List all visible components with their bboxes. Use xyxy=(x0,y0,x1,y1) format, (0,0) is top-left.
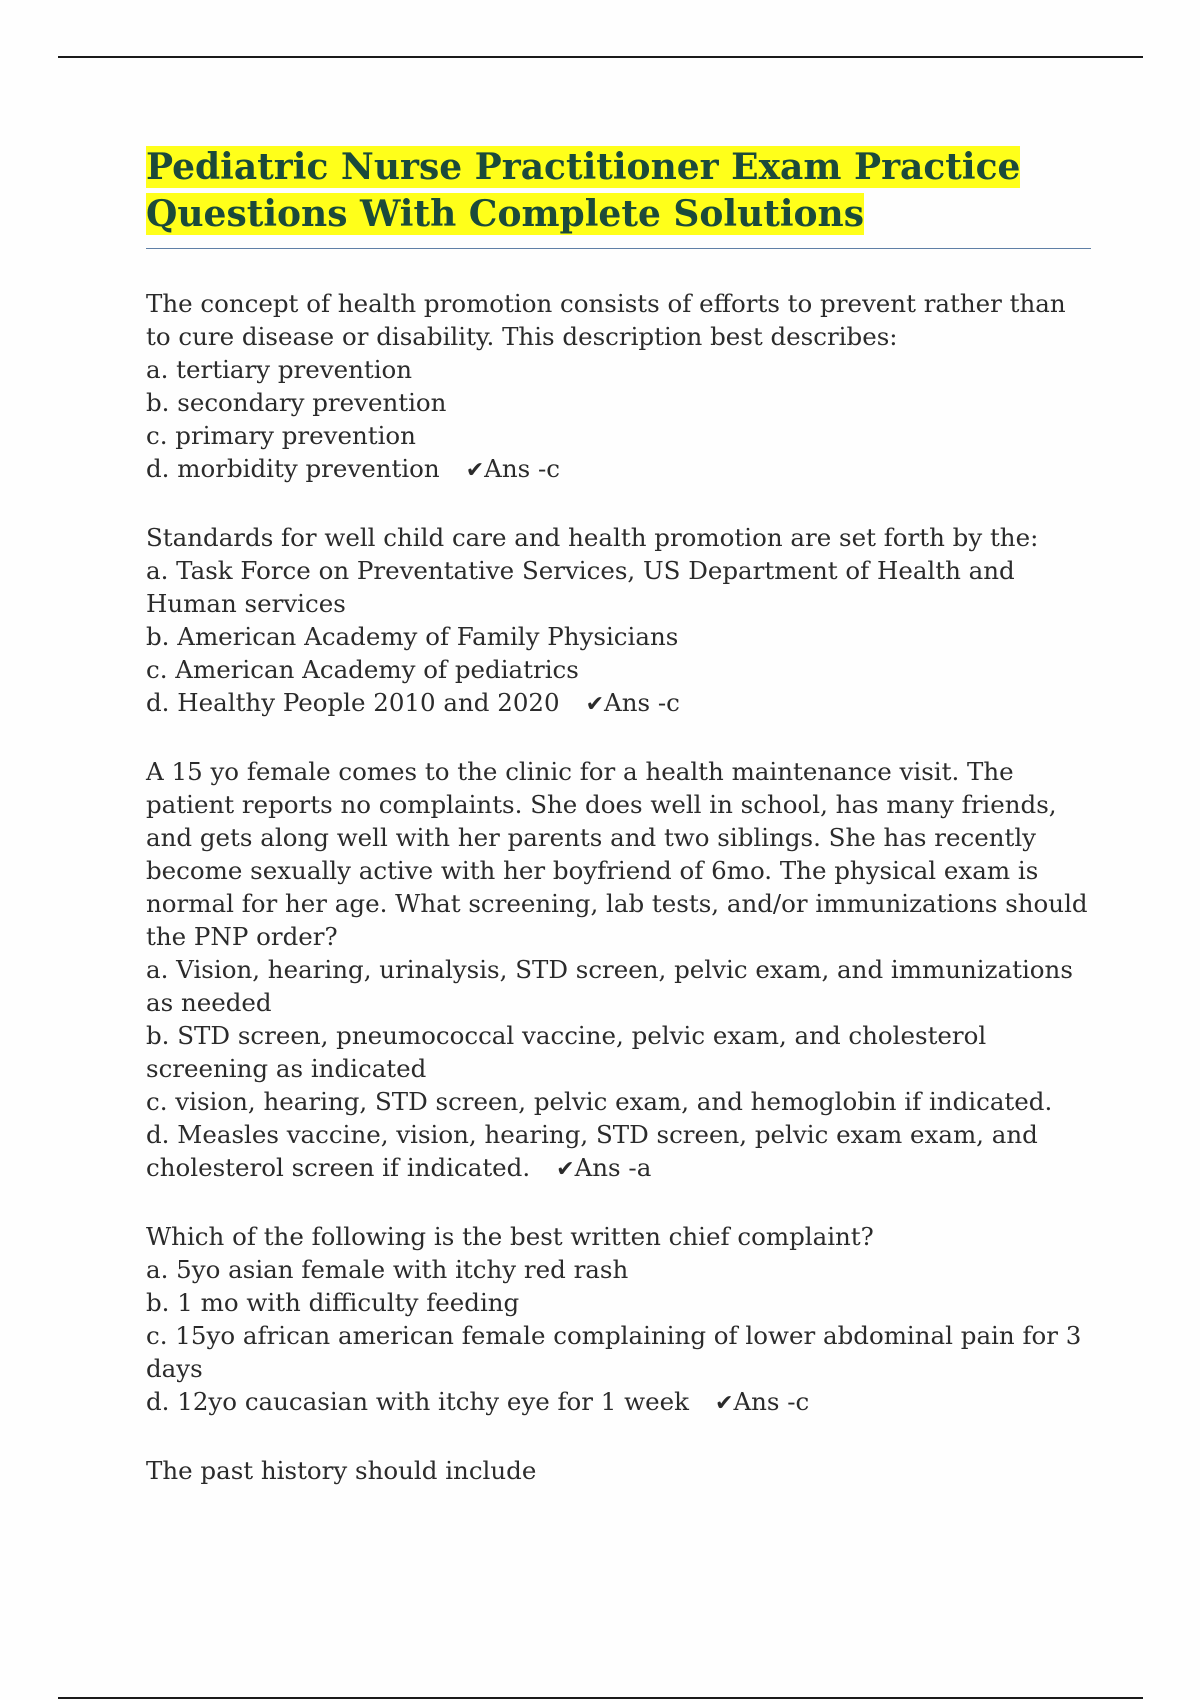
option-d-with-answer xyxy=(146,452,1091,487)
option-d: d. Measles vaccine, vision, hearing, STD screen, pelvic exam exam, and cholesterol screen if indicated. xyxy=(146,1120,1038,1182)
question-stem: A 15 yo female comes to the clinic for a health maintenance visit. The patient reports no complaints. She does well in school, has many friends, and gets along well with her parents and two siblings. She has recently become sexually active with her boyfriend of 6mo. The physical exam is normal for her age. What screening, lab tests, and/or immunizations should the PNP order? xyxy=(146,757,1088,951)
option-b: b. 1 mo with difficulty feeding xyxy=(146,1288,520,1317)
answer xyxy=(466,454,560,483)
question-stem: Which of the following is the best written chief complaint? xyxy=(146,1222,874,1251)
option-b: b. American Academy of Family Physicians xyxy=(146,622,679,651)
document-title xyxy=(146,144,1091,238)
option-d-with-answer xyxy=(146,1385,1091,1420)
option-d-with-answer xyxy=(146,686,1091,721)
question-4 xyxy=(146,1220,1091,1420)
option-c: c. American Academy of pediatrics xyxy=(146,655,579,684)
checkmark-icon: ✔ xyxy=(465,458,485,483)
answer-text: Ans -c xyxy=(484,454,560,483)
option-d: d. morbidity prevention xyxy=(146,454,440,483)
question-2 xyxy=(146,521,1091,721)
question-stem: The concept of health promotion consists of efforts to prevent rather than to cure disease or disability. This description best describes: xyxy=(146,289,1066,351)
page-bottom-rule xyxy=(58,1697,1143,1699)
option-a: a. Task Force on Preventative Services, US Department of Health and Human services xyxy=(146,556,1015,618)
answer xyxy=(715,1387,809,1416)
document-title-text: Pediatric Nurse Practitioner Exam Practice Questions With Complete Solutions xyxy=(146,146,1021,235)
option-d-with-answer xyxy=(146,1118,1091,1186)
question-stem: The past history should include xyxy=(146,1456,537,1485)
answer-text: Ans -c xyxy=(733,1387,810,1416)
question-stem: Standards for well child care and health promotion are set forth by the: xyxy=(146,523,1039,552)
option-a: a. Vision, hearing, urinalysis, STD screen, pelvic exam, and immunizations as needed xyxy=(146,955,1073,1017)
page-top-rule xyxy=(58,56,1143,58)
question-1 xyxy=(146,287,1091,487)
answer-text: Ans -c xyxy=(604,688,680,717)
checkmark-icon: ✔ xyxy=(585,692,605,717)
option-c: c. vision, hearing, STD screen, pelvic exam, and hemoglobin if indicated. xyxy=(146,1087,1053,1116)
checkmark-icon: ✔ xyxy=(556,1157,575,1182)
question-3 xyxy=(146,755,1091,1186)
option-c: c. primary prevention xyxy=(146,421,416,450)
answer xyxy=(586,688,680,717)
answer xyxy=(556,1153,651,1182)
question-5 xyxy=(146,1454,1091,1487)
option-a: a. tertiary prevention xyxy=(146,355,413,384)
title-underline xyxy=(146,248,1091,249)
option-b: b. STD screen, pneumococcal vaccine, pelvic exam, and cholesterol screening as indicated xyxy=(146,1021,987,1083)
checkmark-icon: ✔ xyxy=(715,1391,734,1416)
option-b: b. secondary prevention xyxy=(146,388,447,417)
question-list xyxy=(146,287,1091,1487)
document-content xyxy=(146,144,1091,1487)
answer-text: Ans -a xyxy=(574,1153,652,1182)
option-d: d. Healthy People 2010 and 2020 xyxy=(146,688,560,717)
option-a: a. 5yo asian female with itchy red rash xyxy=(146,1255,629,1284)
option-c: c. 15yo african american female complaining of lower abdominal pain for 3 days xyxy=(146,1321,1082,1383)
option-d: d. 12yo caucasian with itchy eye for 1 week xyxy=(146,1387,689,1416)
